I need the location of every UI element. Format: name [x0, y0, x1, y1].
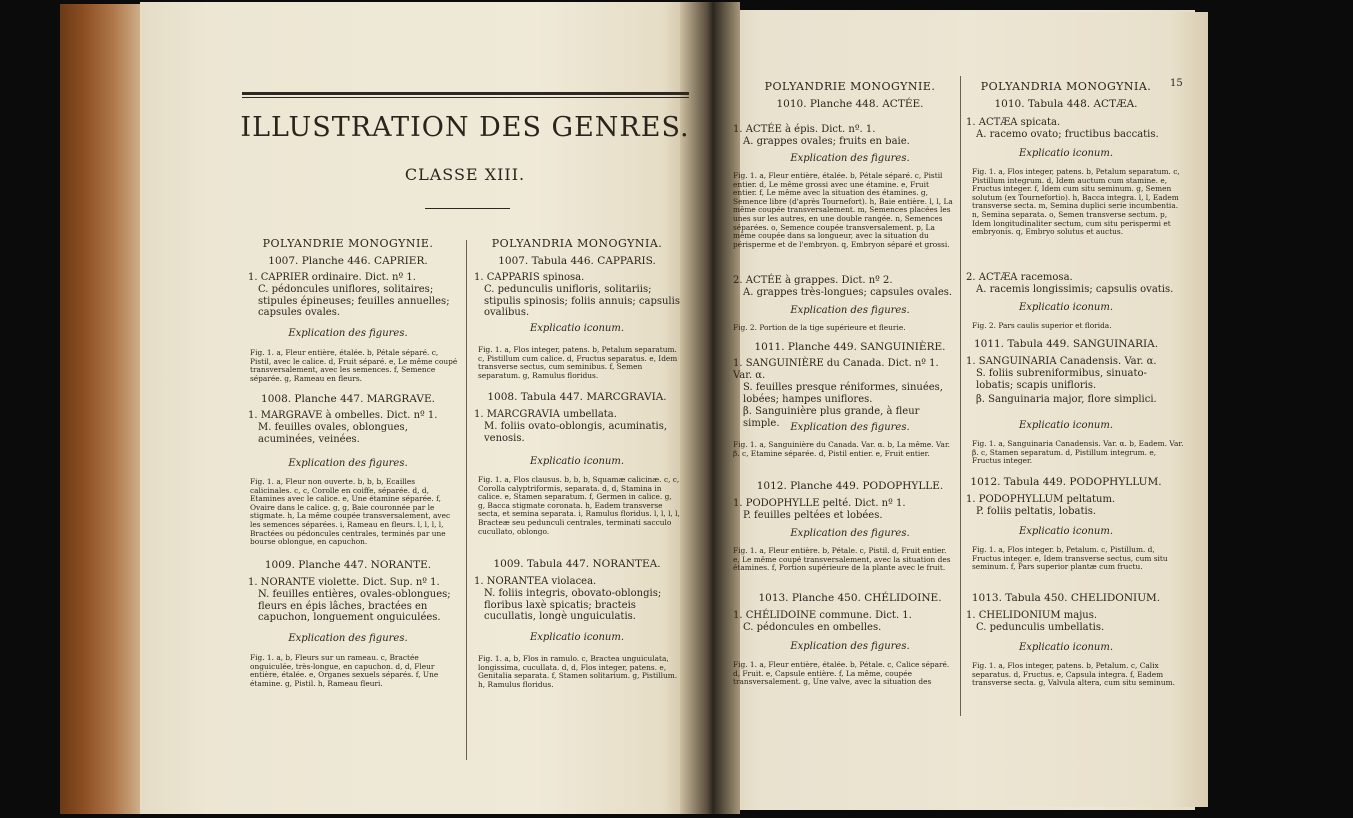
lc2-1008-figs: Fig. 1. a, Flos clausus. b, b, b, Squamæ calicinæ. c, c, Corolla calyptriformis, separata. d, d, Stamina in calice. e, Stamen separatum. f, Germen in calice. g, g, Bacca stigmate coronata. h, Eadem transverse secta, et semina separata. i, Ramulus floridus. l, l, l, l, Bracteæ seu pedunculi centrales, terminati sacculo cucullato, oblongo. — [478, 475, 680, 536]
lc1-1008-title: 1008. Planche 447. MARGRAVE. — [261, 393, 435, 405]
rc1-1013-title: 1013. Planche 450. CHÉLIDOINE. — [758, 592, 942, 604]
rc1-1010b-entry: 2. ACTÉE à grappes. Dict. nº 2. — [733, 275, 893, 286]
rc2-1010-expl: Explicatio iconum. — [1018, 148, 1114, 159]
rc2-1010-entry: 1. ACTÆA spicata. — [966, 117, 1061, 128]
rc2-1012-desc: P. foliis peltatis, lobatis. — [976, 506, 1096, 517]
rc2-1010b-figs: Fig. 2. Pars caulis superior et florida. — [972, 321, 1112, 330]
rc2-1011-expl: Explicatio iconum. — [1018, 420, 1114, 431]
lc1-1009-expl: Explication des figures. — [288, 633, 408, 644]
lc2-1007-entry: 1. CAPPARIS spinosa. — [474, 272, 585, 283]
rc2-header: POLYANDRIA MONOGYNIA. — [980, 80, 1152, 93]
rc1-1010b-figs: Fig. 2. Portion de la tige supérieure et fleurie. — [733, 323, 906, 332]
rc1-1010-entry: 1. ACTÉE à épis. Dict. nº. 1. — [733, 124, 876, 135]
col2-header: POLYANDRIA MONOGYNIA. — [491, 237, 663, 250]
rc1-1011-figs: Fig. 1. a, Sanguinière du Canada. Var. α. b, La même. Var. β. c, Etamine séparée. d, Pistil entier. e, Fruit entier. — [733, 440, 951, 458]
lc1-1007-expl: Explication des figures. — [288, 328, 408, 339]
rc2-1011-entry: 1. SANGUINARIA Canadensis. Var. α. — [966, 356, 1157, 367]
rc1-1010-title: 1010. Planche 448. ACTÉE. — [776, 98, 924, 110]
rc1-1012-desc: P. feuilles peltées et lobées. — [743, 510, 883, 521]
page-title: ILLUSTRATION DES GENRES. — [240, 112, 690, 143]
rc2-1010-title: 1010. Tabula 448. ACTÆA. — [994, 98, 1138, 110]
rc1-1011-var: β. Sanguinière plus grande, à fleur simple. — [743, 406, 920, 429]
lc2-1009-title: 1009. Tabula 447. NORANTEA. — [493, 558, 661, 570]
book-edge — [60, 4, 150, 814]
lc1-1008-entry: 1. MARGRAVE à ombelles. Dict. nº 1. — [248, 410, 438, 421]
lc1-1007-figs: Fig. 1. a, Fleur entière, étalée. b, Pétale séparé. c, Pistil, avec le calice. d, Fruit séparé. e, Le même coupé transversalement, avec les semences. f, Semence séparée. g, Rameau en fleurs. — [250, 348, 458, 383]
lc2-1009-figs: Fig. 1. a, b, Flos in ramulo. c, Bractea unguiculata, longissima, cucullata. d, d, Flos integer, patens. e, Genitalia separata. f, Stamen solitarium. g, Pistillum. h, Ramulus floridus. — [478, 654, 678, 689]
lc2-1009-desc: N. foliis integris, obovato-oblongis; floribus laxè spicatis; bracteis cucullatis, longè unguiculatis. — [484, 588, 662, 622]
col1-header: POLYANDRIE MONOGYNIE. — [262, 237, 434, 250]
rc2-1011-title: 1011. Tabula 449. SANGUINARIA. — [973, 338, 1159, 350]
lc1-1007-entry: 1. CAPRIER ordinaire. Dict. nº 1. — [248, 272, 416, 283]
lc1-1007-title: 1007. Planche 446. CAPRIER. — [268, 255, 428, 267]
rc1-1011-desc: S. feuilles presque réniformes, sinuées, lobées; hampes uniflores. — [743, 382, 943, 405]
lc1-1009-desc: N. feuilles entières, ovales-oblongues; fleurs en épis lâches, bractées en capuchon, longuement onguiculées. — [258, 589, 451, 623]
rc2-1011-var: β. Sanguinaria major, flore simplici. — [976, 394, 1157, 405]
rc2-1010-figs: Fig. 1. a, Flos integer, patens. b, Petalum separatum. c, Pistillum integrum. d, Idem auctum cum stamine. e, Fructus integer. f, Idem cum situ seminum. g, Semen solutum (ex Tournefortio). h, Bacca integra. l, l, Eadem transverse secta. m, Semina duplici serie incumbentia. n, Semina separata. o, Semen transverse sectum. p, Idem longitudinaliter sectum, cum situ perispermi et embryonis. q, Embryo solutus et auctus. — [972, 167, 1180, 237]
lc2-1007-figs: Fig. 1. a, Flos integer, patens. b, Petalum separatum. c, Pistillum cum calice. d, Fructus separatus. e, Idem transverse sectus, cum seminibus. f, Semen separatum. g, Ramulus floridus. — [478, 345, 678, 380]
rc2-1013-title: 1013. Tabula 450. CHELIDONIUM. — [971, 592, 1161, 604]
rc1-1013-figs: Fig. 1. a, Fleur entière, étalée. b, Pétale. c, Calice séparé. d, Fruit. e, Capsule entière. f, La même, coupée transversalement. g, Une valve, avec la situation des — [733, 660, 950, 687]
rc1-1010b-expl: Explication des figures. — [790, 305, 910, 316]
rc2-1011-desc: S. foliis subreniformibus, sinuato-lobatis; scapis unifloris. — [976, 368, 1147, 391]
rc2-1013-expl: Explicatio iconum. — [1018, 642, 1114, 653]
rc1-1013-expl: Explication des figures. — [790, 641, 910, 652]
rc1-1012-entry: 1. PODOPHYLLE pelté. Dict. nº 1. — [733, 498, 906, 509]
top-rule — [242, 92, 689, 95]
rc1-1010-figs: Fig. 1. a, Fleur entière, étalée. b, Pétale séparé. c, Pistil entier. d, Le même grossi avec une étamine. e, Fruit entier. f, Le même avec la situation des étamines. g, Semence libre (d'après Tournefort). h, Baie entière. l, l, La même coupée transversalement. m, Semences placées les unes sur les autres, en une double rangée. n, Semences séparées. o, Semence coupée transversalement. p, La même coupée dans sa longueur, avec la situation du périsperme et de l'embryon. q, Embryon séparé et grossi. — [733, 171, 953, 249]
rc2-1010b-expl: Explicatio iconum. — [1018, 302, 1114, 313]
rc2-1010b-desc: A. racemis longissimis; capsulis ovatis. — [976, 284, 1174, 295]
top-rule-thin — [242, 97, 689, 98]
rc2-1013-entry: 1. CHELIDONIUM majus. — [966, 610, 1098, 621]
rc1-1012-figs: Fig. 1. a, Fleur entière. b, Pétale. c, Pistil. d, Fruit entier. e, Le même coupé transversalement, avec la situation des étamines. f, Portion supérieure de la plante avec le fruit. — [733, 546, 951, 573]
lc2-1009-expl: Explicatio iconum. — [529, 632, 625, 643]
rc1-header: POLYANDRIE MONOGYNIE. — [764, 80, 936, 93]
class-title: CLASSE XIII. — [404, 165, 526, 184]
lc2-1008-expl: Explicatio iconum. — [529, 456, 625, 467]
rc1-1010-expl: Explication des figures. — [790, 153, 910, 164]
lc1-1008-figs: Fig. 1. a, Fleur non ouverte. b, b, b, Ecailles calicinales. c, c, Corolle en coiffe, séparée. d, d, Etamines avec le calice. e, Une étamine séparée. f, Ovaire dans le calice. g, g, Baie couronnée par le stigmate. h, La même coupée transversalement, avec les semences séparées. i, Rameau en fleurs. l, l, l, l, Bractées ou pédoncules centrales, terminés par une bourse oblongue, en capuchon. — [250, 477, 451, 547]
title-divider — [425, 208, 510, 209]
lc2-1007-desc: C. pedunculis unifloris, solitariis; stipulis spinosis; foliis annuis; capsulis ovalibus. — [484, 284, 680, 318]
lc1-1007-desc: C. pédoncules uniflores, solitaires; stipules épineuses; feuilles annuelles; capsules ovales. — [258, 284, 450, 318]
lc1-1009-title: 1009. Planche 447. NORANTE. — [264, 559, 432, 571]
rc2-1012-expl: Explicatio iconum. — [1018, 526, 1114, 537]
right-column-divider — [960, 76, 961, 716]
rc1-1011-entry: 1. SANGUINIÈRE du Canada. Dict. nº 1. Var. α. — [733, 358, 939, 381]
rc2-1013-desc: C. pedunculis umbellatis. — [976, 622, 1105, 633]
rc2-1010-desc: A. racemo ovato; fructibus baccatis. — [976, 129, 1159, 140]
lc2-1008-entry: 1. MARCGRAVIA umbellata. — [474, 409, 617, 420]
column-divider — [466, 240, 467, 760]
rc1-1010b-desc: A. grappes très-longues; capsules ovales. — [743, 287, 953, 298]
rc1-1012-title: 1012. Planche 449. PODOPHYLLE. — [756, 480, 944, 492]
lc2-1009-entry: 1. NORANTEA violacea. — [474, 576, 597, 587]
lc1-1008-desc: M. feuilles ovales, oblongues, acuminées, veinées. — [258, 422, 408, 445]
rc1-1013-desc: C. pédoncules en ombelles. — [743, 622, 882, 633]
lc1-1008-expl: Explication des figures. — [288, 458, 408, 469]
rc1-1012-expl: Explication des figures. — [790, 528, 910, 539]
rc2-1012-entry: 1. PODOPHYLLUM peltatum. — [966, 494, 1116, 505]
lc2-1007-title: 1007. Tabula 446. CAPPARIS. — [498, 255, 656, 267]
lc2-1008-desc: M. foliis ovato-oblongis, acuminatis, venosis. — [484, 421, 668, 444]
rc2-1011-figs: Fig. 1. a, Sanguinaria Canadensis. Var. α. b, Eadem. Var. β. c, Stamen separatum. d, Pistillum integrum. e, Fructus integer. — [972, 439, 1184, 466]
lc1-1009-figs: Fig. 1. a, b, Fleurs sur un rameau. c, Bractée onguiculée, très-longue, en capuchon. d, d, Fleur entière, étalée. e, Organes sexuels séparés. f, Une étamine. g, Pistil. h, Rameau fleuri. — [250, 653, 439, 688]
rc2-1012-figs: Fig. 1. a, Flos integer. b, Petalum. c, Pistillum. d, Fructus integer. e, Idem transverse sectus, cum situ seminum. f, Pars superior plantæ cum fructu. — [972, 545, 1168, 572]
rc2-1012-title: 1012. Tabula 449. PODOPHYLLUM. — [970, 476, 1162, 488]
lc2-1008-title: 1008. Tabula 447. MARCGRAVIA. — [487, 391, 667, 403]
lc2-1007-expl: Explicatio iconum. — [529, 323, 625, 334]
lc1-1009-entry: 1. NORANTE violette. Dict. Sup. nº 1. — [248, 577, 440, 588]
rc1-1013-entry: 1. CHÉLIDOINE commune. Dict. 1. — [733, 610, 912, 621]
rc1-1010-desc: A. grappes ovales; fruits en baie. — [743, 136, 910, 147]
rc2-1013-figs: Fig. 1. a, Flos integer, patens. b, Petalum. c, Calix separatus. d, Fructus. e, Capsula integra. f, Eadem transverse secta. g, Valvula altera, cum situ seminum. — [972, 661, 1176, 688]
rc2-1010b-entry: 2. ACTÆA racemosa. — [966, 272, 1073, 283]
rc1-1011-expl: Explication des figures. — [790, 422, 910, 433]
page-number: 15 — [1170, 78, 1183, 89]
rc1-1011-title: 1011. Planche 449. SANGUINIÈRE. — [754, 341, 946, 353]
